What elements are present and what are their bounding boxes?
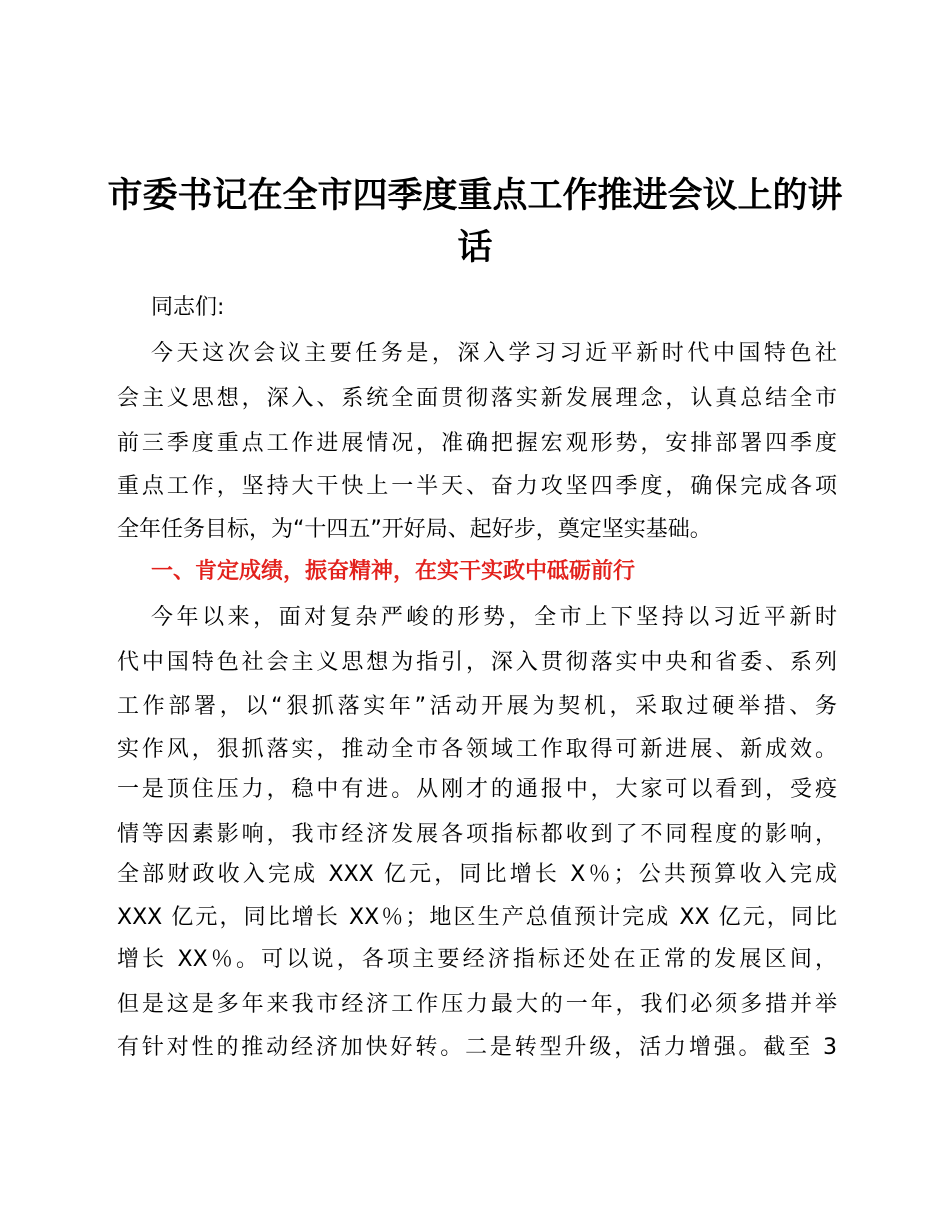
section-line-3: 工作部署，以“狠抓落实年”活动开展为契机，采取过硬举措、务 xyxy=(117,694,837,719)
document-title-line-2: 话 xyxy=(457,227,493,268)
section-line-11: 有针对性的推动经济加快好转。二是转型升级，活力增强。截至 3 xyxy=(117,1035,837,1060)
section-line-8: XXX 亿元，同比增长 XX％；地区生产总值预计完成 XX 亿元，同比 xyxy=(117,905,837,930)
section-line-4: 实作风，狠抓落实，推动全市各领域工作取得可新进展、新成效。 xyxy=(117,737,837,762)
section-line-9: 增长 XX％。可以说，各项主要经济指标还处在正常的发展区间， xyxy=(117,947,837,972)
intro-line-2: 会主义思想，深入、系统全面贯彻落实新发展理念，认真总结全市 xyxy=(117,386,837,411)
intro-line-4: 重点工作，坚持大干快上一半天、奋力攻坚四季度，确保完成各项 xyxy=(117,474,837,499)
document-title-line-1: 市委书记在全市四季度重点工作推进会议上的讲 xyxy=(107,175,843,216)
intro-line-1: 今天这次会议主要任务是，深入学习习近平新时代中国特色社 xyxy=(151,341,837,366)
intro-line-3: 前三季度重点工作进展情况，准确把握宏观形势，安排部署四季度 xyxy=(117,431,837,456)
section-line-7: 全部财政收入完成 XXX 亿元，同比增长 X％；公共预算收入完成 xyxy=(117,862,837,887)
salutation: 同志们: xyxy=(151,295,225,320)
section-heading: 一、肯定成绩，振奋精神，在实干实政中砥砺前行 xyxy=(151,559,636,584)
section-line-5: 一是顶住压力，稳中有进。从刚才的通报中，大家可以看到，受疫 xyxy=(117,777,837,802)
section-line-6: 情等因素影响，我市经济发展各项指标都收到了不同程度的影响， xyxy=(117,822,837,847)
intro-line-5: 全年任务目标，为“十四五”开好局、起好步，奠定坚实基础。 xyxy=(117,517,712,542)
section-line-1: 今年以来，面对复杂严峻的形势，全市上下坚持以习近平新时 xyxy=(151,605,837,630)
section-line-2: 代中国特色社会主义思想为指引，深入贯彻落实中央和省委、系列 xyxy=(117,650,837,675)
section-line-10: 但是这是多年来我市经济工作压力最大的一年，我们必须多措并举 xyxy=(117,992,837,1017)
